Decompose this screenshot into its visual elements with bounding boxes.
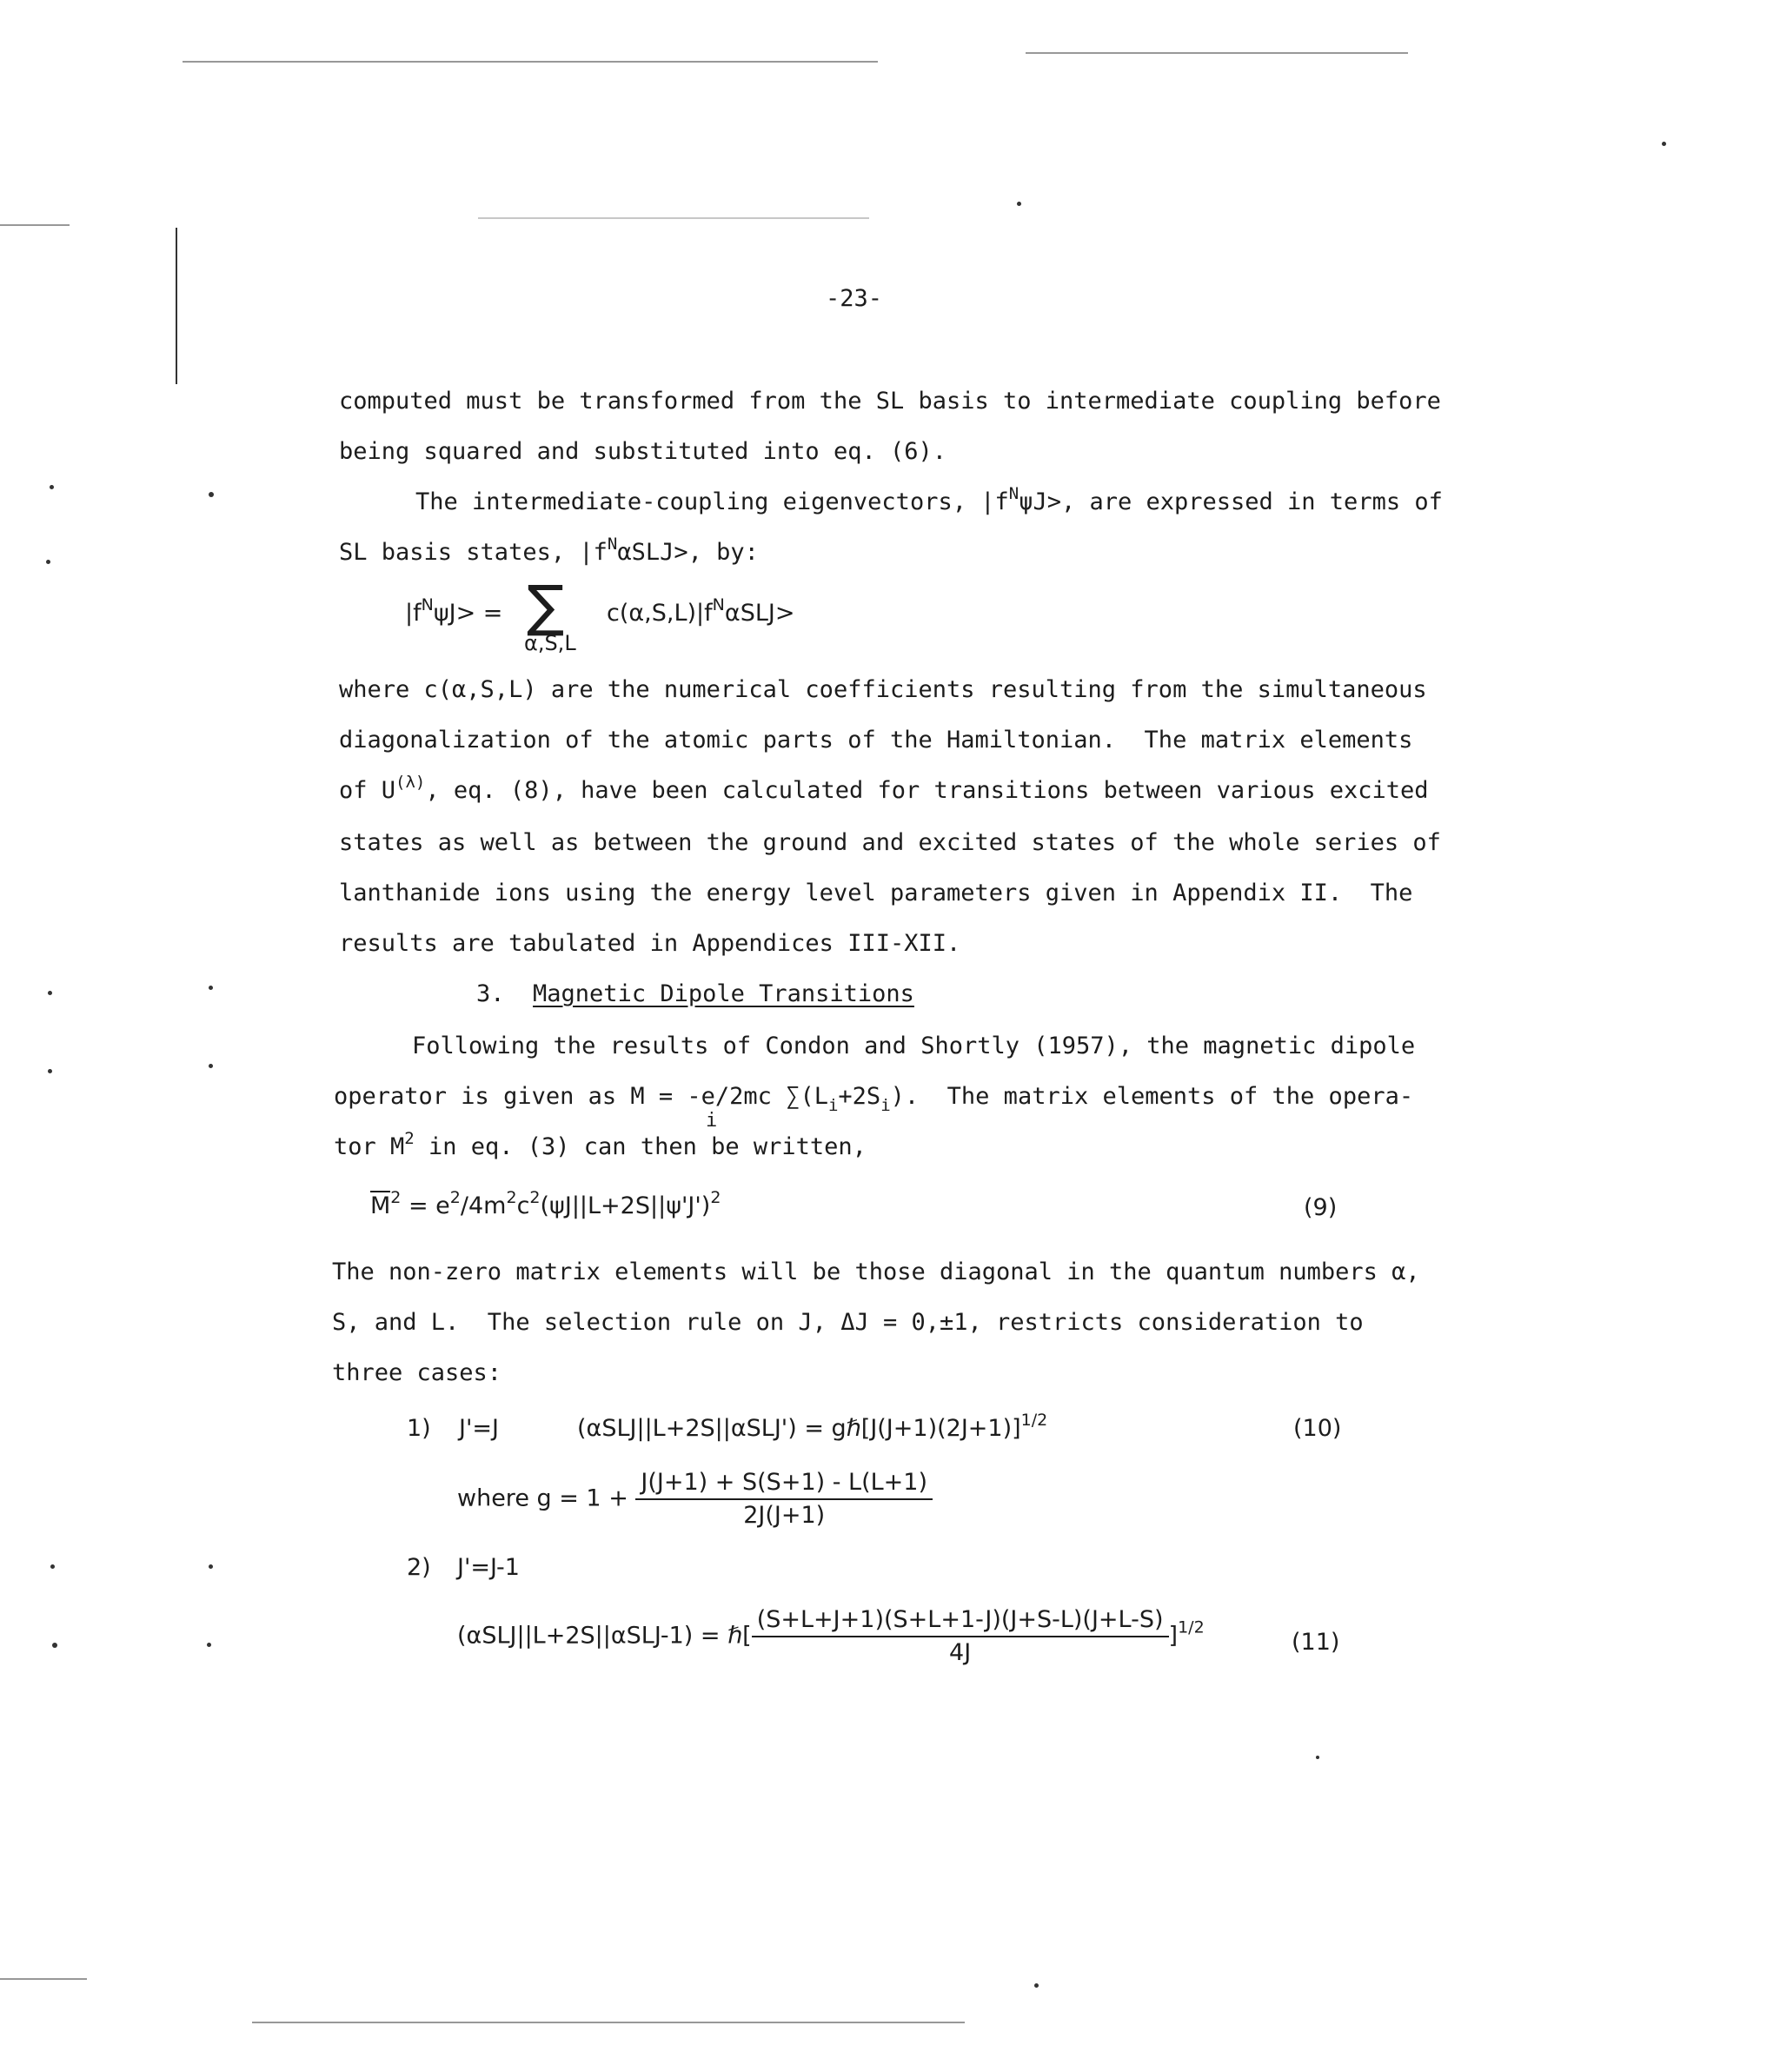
scan-speck [50, 485, 54, 489]
superscript: N [1008, 484, 1020, 503]
fraction-denominator: 4J [949, 1639, 972, 1666]
fraction-numerator: (S+L+J+1)(S+L+1-J)(J+S-L)(J+L-S) [752, 1604, 1169, 1637]
superscript: 2 [449, 1188, 461, 1207]
paragraph-line: three cases: [332, 1359, 502, 1386]
text-run: in eq. (3) can then be written, [414, 1133, 867, 1160]
equation-number: (11) [1292, 1629, 1340, 1656]
case-condition: J'=J [459, 1415, 499, 1442]
paragraph-line [339, 775, 1429, 807]
subscript: i [827, 1096, 839, 1115]
superscript: 1/2 [1020, 1411, 1048, 1430]
scan-rule-top-right [1026, 52, 1408, 54]
paragraph-line: states as well as between the ground and excited states of the whole series of [339, 829, 1441, 856]
superscript: N [421, 595, 434, 614]
summation-symbol: ∑ [527, 574, 565, 639]
summation-index: α,S,L [524, 631, 576, 655]
case-number: 1) [407, 1415, 431, 1442]
scan-speck [48, 1069, 52, 1073]
superscript: 1/2 [1178, 1617, 1205, 1637]
equation-number: (10) [1293, 1415, 1342, 1442]
scan-speck [209, 492, 214, 497]
text-run: ). The matrix elements of the opera- [890, 1083, 1414, 1110]
text-run: ψJ> = [433, 600, 503, 627]
summation-index: i [706, 1110, 718, 1132]
scan-rule-top-left [183, 61, 878, 63]
superscript: 2 [506, 1188, 517, 1207]
scan-speck [209, 1064, 213, 1068]
text-run: c(α,S,L)|f [607, 600, 713, 627]
scan-speck [1316, 1756, 1319, 1759]
expansion-equation-lhs [405, 595, 503, 629]
scan-speck [46, 560, 50, 564]
equation-11 [457, 1604, 1205, 1669]
section-number: 3. [476, 980, 505, 1007]
text-run: /4m [460, 1192, 507, 1219]
paragraph-line [339, 537, 759, 568]
superscript: 2 [710, 1188, 721, 1207]
section-title: Magnetic Dipole Transitions [533, 980, 914, 1007]
expansion-equation-rhs [607, 595, 795, 629]
scan-rule-left [0, 224, 70, 226]
text-run: ] [1168, 1622, 1179, 1650]
superscript: 2 [404, 1129, 415, 1148]
scan-speck [209, 1564, 213, 1569]
superscript: N [607, 535, 618, 554]
superscript: 2 [529, 1188, 541, 1207]
text-run: αSLJ>, by: [617, 539, 759, 566]
paragraph-line: The non-zero matrix elements will be those diagonal in the quantum numbers α, [332, 1258, 1420, 1285]
fraction [752, 1604, 1169, 1669]
equation-10 [577, 1413, 1047, 1444]
text-run: = e [401, 1192, 450, 1219]
fraction-denominator: 2J(J+1) [743, 1502, 826, 1529]
scan-rule-bottom [252, 2022, 965, 2023]
g-factor-definition [457, 1467, 933, 1531]
text-run: SL basis states, |f [339, 539, 608, 566]
paragraph-line: lanthanide ions using the energy level parameters given in Appendix II. The [339, 880, 1413, 906]
paragraph-line: results are tabulated in Appendices III-XII. [339, 930, 961, 957]
paragraph-line: computed must be transformed from the SL basis to intermediate coupling before [339, 388, 1441, 415]
text-run: operator is given as M = -e/2mc [334, 1083, 787, 1110]
text-run: (ψJ||L+2S||ψ'J') [540, 1192, 711, 1219]
text-run: αSLJ> [724, 600, 795, 627]
scan-speck [1662, 142, 1666, 146]
scan-speck [1034, 1983, 1039, 1988]
equation-number: (9) [1304, 1194, 1338, 1221]
text-run: (αSLJ||L+2S||αSLJ-1) = ℏ[ [457, 1622, 752, 1650]
section-heading [476, 979, 914, 1010]
paragraph-line [334, 1081, 1414, 1115]
paragraph-line: diagonalization of the atomic parts of the Hamiltonian. The matrix elements [339, 727, 1413, 754]
text-run: tor M [334, 1133, 405, 1160]
text-run: c [516, 1192, 530, 1219]
page-number: -23- [826, 285, 883, 312]
superscript: 2 [390, 1188, 402, 1207]
scan-rule-bottom-left [0, 1978, 87, 1980]
case-number: 2) [407, 1554, 431, 1581]
operator-symbol: M [370, 1192, 391, 1219]
equation-9 [370, 1188, 721, 1222]
scan-speck [207, 1643, 211, 1647]
scan-rule-upper [478, 217, 869, 219]
paragraph-line [334, 1129, 867, 1163]
text-run: ψJ>, are expressed in terms of [1019, 488, 1443, 515]
text-run: , eq. (8), have been calculated for transitions between various excited [425, 777, 1429, 804]
text-run: +2S [838, 1083, 881, 1110]
text-run: (αSLJ||L+2S||αSLJ') = gℏ[J(J+1)(2J+1)] [577, 1415, 1021, 1442]
superscript: (λ) [395, 773, 426, 792]
text-run: (L [800, 1083, 828, 1110]
scan-speck [52, 1643, 57, 1648]
paragraph-line [415, 484, 1443, 518]
text-run: of U [339, 777, 396, 804]
scan-speck [1017, 202, 1021, 206]
paragraph-line: S, and L. The selection rule on J, ΔJ = 0,±1, restricts consideration to [332, 1309, 1364, 1336]
paragraph-line: where c(α,S,L) are the numerical coefficients resulting from the simultaneous [339, 676, 1427, 703]
fraction [635, 1467, 933, 1531]
paragraph-line: being squared and substituted into eq. (6). [339, 438, 946, 465]
text-run: The intermediate-coupling eigenvectors, |f [415, 488, 1009, 515]
scan-speck [50, 1564, 55, 1569]
text-run: where g = 1 + [457, 1484, 628, 1512]
subscript: i [880, 1096, 891, 1115]
superscript: N [712, 595, 725, 614]
scan-speck [209, 986, 213, 990]
scan-speck [48, 991, 52, 995]
paragraph-line: Following the results of Condon and Shortly (1957), the magnetic dipole [412, 1033, 1416, 1059]
text-run: |f [405, 600, 422, 627]
summation-symbol: ∑ [786, 1083, 800, 1110]
fraction-numerator: J(J+1) + S(S+1) - L(L+1) [635, 1467, 933, 1500]
scan-margin-line [176, 228, 177, 384]
case-condition: J'=J-1 [457, 1554, 520, 1581]
